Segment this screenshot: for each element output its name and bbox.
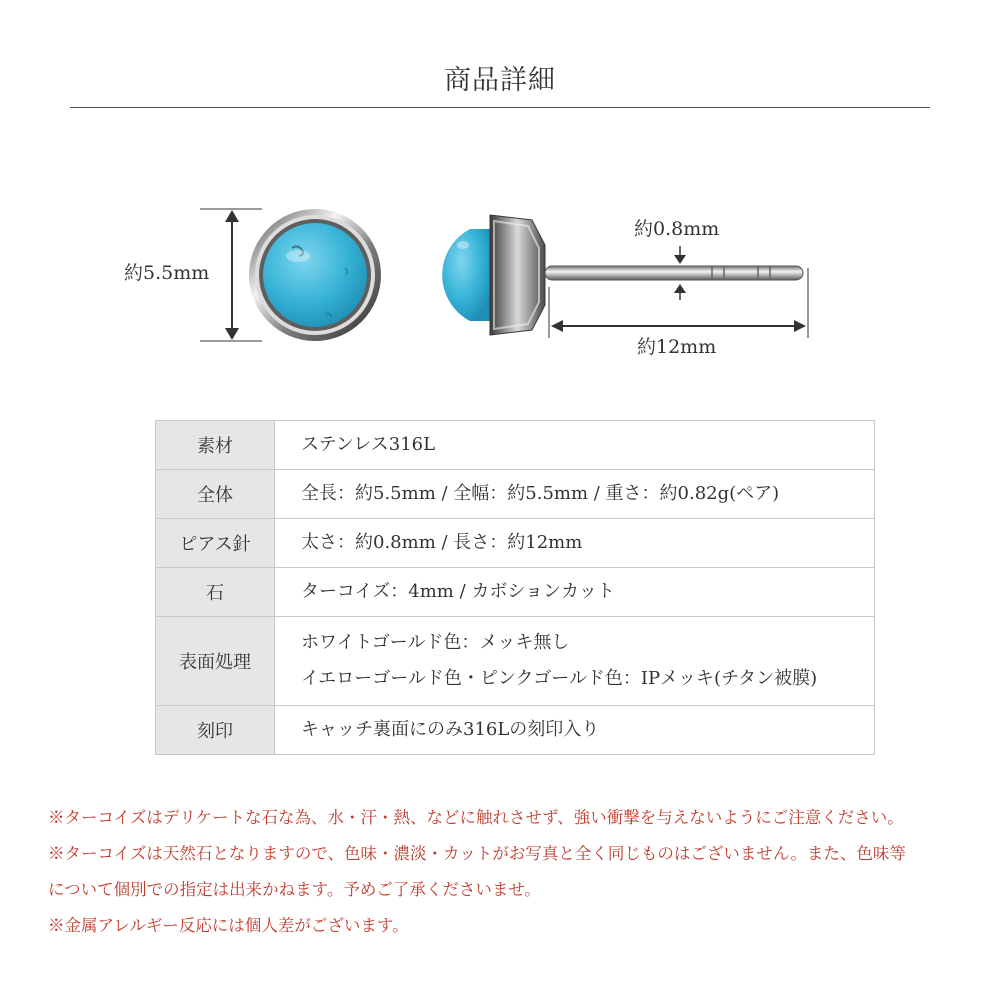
spec-value <box>275 421 875 470</box>
caution-notes <box>48 800 968 944</box>
spec-label: 全体 <box>156 470 275 519</box>
spec-label: 素材 <box>156 421 275 470</box>
spec-value <box>275 470 875 519</box>
title-divider <box>70 107 930 108</box>
caution-note: ※金属アレルギー反応には個人差がございます。 <box>48 916 409 935</box>
spec-label: ピアス針 <box>156 519 275 568</box>
spec-value <box>275 706 875 755</box>
earring-dimension-diagram <box>0 190 1000 370</box>
pin-thickness-label: 約0.8mm <box>634 218 720 240</box>
spec-row-material <box>156 421 875 470</box>
spec-value-line: キャッチ裏面にのみ316Lの刻印入り <box>301 719 600 740</box>
spec-row-surface-finish <box>156 617 875 706</box>
spec-value-line: ホワイトゴールド色：メッキ無し <box>301 632 570 653</box>
spec-row-pin <box>156 519 875 568</box>
spec-value <box>275 568 875 617</box>
spec-label: 刻印 <box>156 706 275 755</box>
spec-label: 石 <box>156 568 275 617</box>
page-title: 商品詳細 <box>444 65 556 96</box>
spec-table <box>155 420 875 755</box>
spec-value-line: 全長：約5.5mm / 全幅：約5.5mm / 重さ：約0.82g(ペア) <box>301 483 780 504</box>
spec-value-line: ターコイズ：4mm / カボションカット <box>301 581 615 602</box>
spec-label: 表面処理 <box>156 617 275 706</box>
spec-value-line: 太さ：約0.8mm / 長さ：約12mm <box>301 532 583 553</box>
spec-row-engraving <box>156 706 875 755</box>
earring-front-view <box>249 209 381 341</box>
caution-note: ※ターコイズは天然石となりますので、色味・濃淡・カットがお写真と全く同じものはございません。また、色味等 <box>48 844 906 863</box>
earring-side-view <box>442 215 803 335</box>
spec-row-overall <box>156 470 875 519</box>
pin-length-label: 約12mm <box>637 336 717 358</box>
diameter-label: 約5.5mm <box>124 262 210 284</box>
spec-value-line: イエローゴールド色・ピンクゴールド色：IPメッキ(チタン被膜) <box>301 668 818 689</box>
caution-note: について個別での指定は出来かねます。予めご了承くださいませ。 <box>48 880 541 899</box>
spec-row-stone <box>156 568 875 617</box>
caution-note: ※ターコイズはデリケートな石な為、水・汗・熱、などに触れさせず、強い衝撃を与えないようにご注意ください。 <box>48 808 904 827</box>
spec-value-line: ステンレス316L <box>301 434 436 455</box>
spec-value <box>275 519 875 568</box>
spec-value <box>275 617 875 706</box>
